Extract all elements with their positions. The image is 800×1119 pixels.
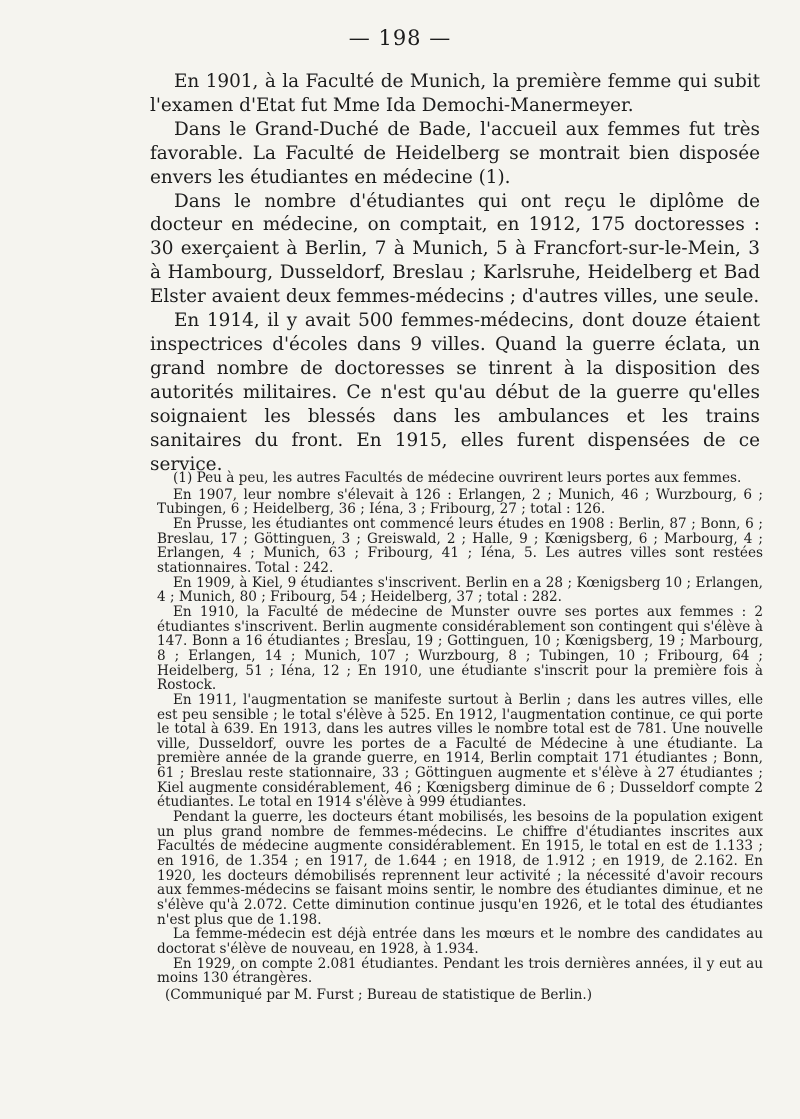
- footnote-prusse-1908: En Prusse, les étudiantes ont commencé leurs études en 1908 : Berlin, 87 ; Bonn, 6 ; Breslau, 17 ; Göttinguen, 3 ; Greiswald, 2 ; Halle, 9 ; Kœnigsberg, 6 ; Marbourg, 4 ; Erlangen, 4 ; Munich, 63 ; Fribourg, 41 ; Iéna, 5. Les autres villes sont restées stationnaires. Total : 242.: [157, 515, 763, 576]
- paragraph-1914-guerre: En 1914, il y avait 500 femmes-médecins, dont douze étaient inspectrices d'écoles dans 9 villes. Quand la guerre éclata, un grand nombre de doctoresses se tinrent à la disposition des autorités militaires. Ce n'est qu'au début de la guerre qu'elles soignaient les blessés dans les ambulances et les trains sanitaires du front. En 1915, elles furent dispensées de ce service.: [150, 310, 760, 475]
- footnote-1907: En 1907, leur nombre s'élevait à 126 : Erlangen, 2 ; Munich, 46 ; Wurzbourg, 6 ; Tubingen, 6 ; Heidelberg, 36 ; Iéna, 3 ; Fribourg, 27 ; total : 126.: [157, 486, 763, 518]
- footnote-1909: En 1909, à Kiel, 9 étudiantes s'inscrivent. Berlin en a 28 ; Kœnigsberg 10 ; Erlangen, 4 ; Munich, 80 ; Fribourg, 54 ; Heidelberg, 37 ; total : 282.: [157, 574, 763, 606]
- paragraph-bade: Dans le Grand-Duché de Bade, l'accueil aux femmes fut très favorable. La Faculté de Heidelberg se montrait bien disposée envers les étudiantes en médecine (1).: [150, 118, 760, 188]
- footnote-intro: (1) Peu à peu, les autres Facultés de médecine ouvrirent leurs portes aux femmes.: [173, 470, 742, 486]
- footnote-1929: En 1929, on compte 2.081 étudiantes. Pendant les trois dernières années, il y eut au moins 130 étrangères.: [157, 955, 763, 987]
- footnote-1928: La femme-médecin est déjà entrée dans les mœurs et le nombre des candidates au doctorat s'élève de nouveau, en 1928, à 1.934.: [157, 926, 763, 957]
- page-number: — 198 —: [348, 26, 452, 50]
- footnote-source: (Communiqué par M. Furst ; Bureau de statistique de Berlin.): [165, 986, 593, 1003]
- footnote-1911-1914: En 1911, l'augmentation se manifeste surtout à Berlin ; dans les autres villes, elle est peu sensible ; le total s'élève à 525. En 1912, l'augmentation continue, ce qui porte le total à 639. En 1913, dans les autres villes le nombre total est de 781. Une nouvelle ville, Dusseldorf, ouvre les portes de a Faculté de Médecine à une étudiante. La première année de la grande guerre, en 1914, Berlin comptait 171 étudiantes ; Bonn, 61 ; Breslau reste stationnaire, 33 ; Göttinguen augmente et s'élève à 27 étudiantes ; Kiel augmente considérablement, 46 ; Kœnigsberg diminue de 6 ; Dusseldorf compte 2 étudiantes. Le total en 1914 s'élève à 999 étudiantes.: [157, 691, 763, 811]
- paragraph-doctoresses-1912: Dans le nombre d'étudiantes qui ont reçu le diplôme de docteur en médecine, on comptait, en 1912, 175 doctoresses : 30 exerçaient à Berlin, 7 à Munich, 5 à Francfort-sur-le-Mein, 3 à Hambourg, Dusseldorf, Breslau ; Karlsruhe, Heidelberg et Bad Elster avaient deux femmes-médecins ; d'autres villes, une seule.: [150, 190, 760, 308]
- footnote: [157, 471, 763, 1003]
- footnote-guerre: Pendant la guerre, les docteurs étant mobilisés, les besoins de la population exigent un plus grand nombre de femmes-médecins. Le chiffre d'étudiantes inscrites aux Facultés de médecine augmente considérablement. En 1915, le total en est de 1.133 ; en 1916, de 1.354 ; en 1917, de 1.644 ; en 1918, de 1.912 ; en 1919, de 2.162. En 1920, les docteurs démobilisés reprennent leur activité ; la nécessité d'avoir recours aux femmes-médecins se faisant moins sentir, le nombre des étudiantes diminue, et ne s'élève qu'à 2.072. Cette diminution continue jusqu'en 1926, et le total des étudiantes n'est plus que de 1.198.: [157, 809, 763, 928]
- main-text: [150, 70, 760, 476]
- footnote-1910: En 1910, la Faculté de médecine de Munster ouvre ses portes aux femmes : 2 étudiantes s'inscrivent. Berlin augmente considérablement son contingent qui s'élève à 147. Bonn a 16 étudiantes ; Breslau, 19 ; Gottinguen, 10 ; Kœnigsberg, 19 ; Marbourg, 8 ; Erlangen, 14 ; Munich, 107 ; Wurzbourg, 8 ; Tubingen, 10 ; Fribourg, 64 ; Heidelberg, 51 ; Iéna, 12 ; En 1910, une étudiante s'inscrit pour la première fois à Rostock.: [157, 603, 763, 694]
- paragraph-munich-1901: En 1901, à la Faculté de Munich, la première femme qui subit l'examen d'Etat fut Mme Ida Demochi-Manermeyer.: [150, 71, 760, 116]
